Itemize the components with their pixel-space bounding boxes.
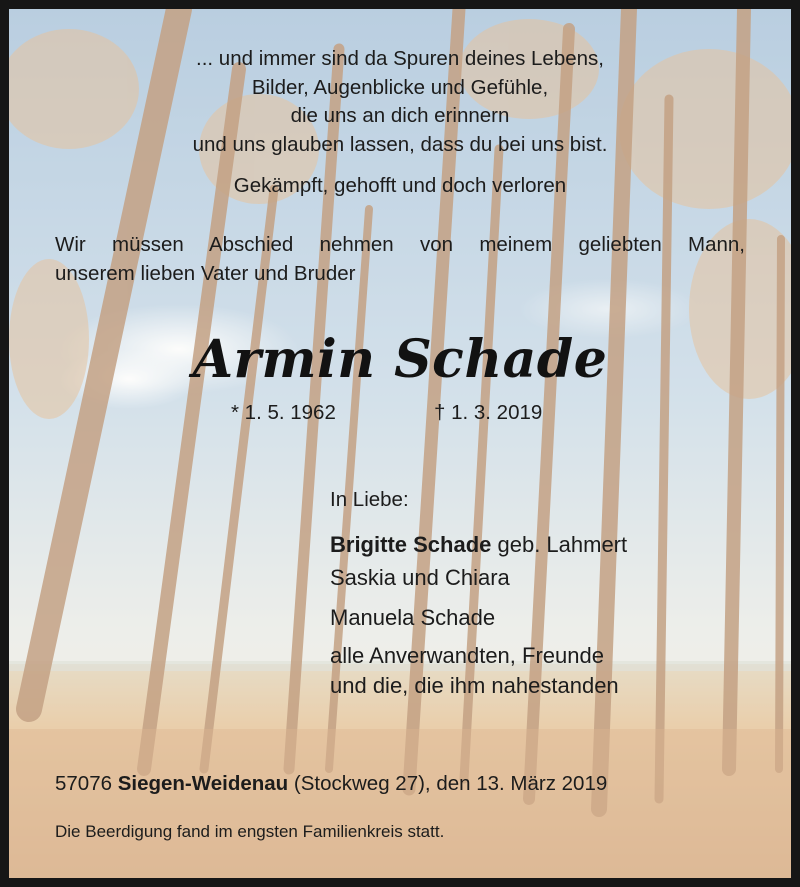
birth-date: * 1. 5. 1962 bbox=[231, 401, 336, 424]
poem-line: und uns glauben lassen, dass du bei uns bist. bbox=[192, 132, 608, 156]
city-name: Siegen-Weidenau bbox=[117, 772, 289, 795]
address-and-date: (Stockweg 27), den 13. März 2019 bbox=[288, 772, 608, 795]
motto-line: Gekämpft, gehofft und doch verloren bbox=[233, 174, 567, 197]
poem-line: ... und immer sind da Spuren deines Lebens, bbox=[196, 47, 604, 70]
mourner-others-line-1: alle Anverwandten, Freunde bbox=[330, 643, 604, 668]
funeral-note: Die Beerdigung fand im engsten Familienkreis statt. bbox=[55, 822, 445, 841]
spouse-name: Brigitte Schade bbox=[330, 532, 492, 557]
mourner-sibling: Manuela Schade bbox=[330, 605, 496, 630]
mourner-children: Saskia und Chiara bbox=[330, 565, 510, 590]
memorial-poem bbox=[9, 45, 791, 159]
poem-line: die uns an dich erinnern bbox=[290, 104, 510, 127]
intro-line-2: unserem lieben Vater und Bruder bbox=[55, 261, 356, 285]
place-and-date bbox=[55, 770, 607, 798]
mourners-heading: In Liebe: bbox=[330, 488, 409, 511]
mourner-spouse bbox=[330, 530, 627, 560]
mourner-others-line-2: und die, die ihm nahestanden bbox=[330, 673, 619, 698]
postal-code: 57076 bbox=[55, 772, 118, 795]
death-date: † 1. 3. 2019 bbox=[434, 401, 543, 424]
intro-line-1: Wir müssen Abschied nehmen von meinem geliebten Mann, bbox=[55, 233, 745, 256]
spouse-maiden-name: geb. Lahmert bbox=[491, 532, 628, 557]
obituary-text bbox=[9, 9, 791, 878]
poem-line: Bilder, Augenblicke und Gefühle, bbox=[251, 75, 549, 99]
farewell-intro bbox=[55, 231, 745, 288]
deceased-name: Armin Schade bbox=[192, 329, 608, 390]
